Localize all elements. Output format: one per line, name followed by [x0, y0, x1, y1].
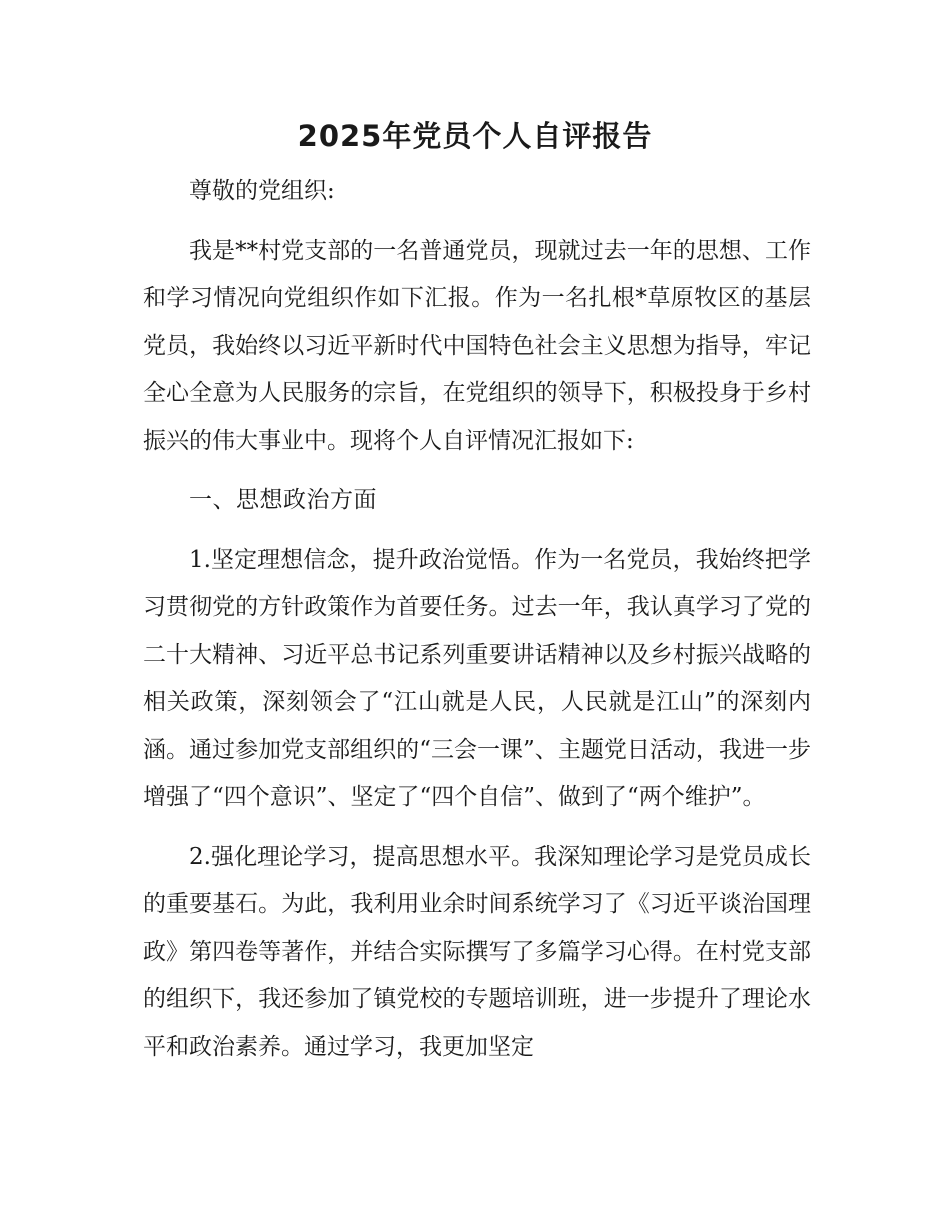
- paragraph-point-1: 1.坚定理想信念，提升政治觉悟。作为一名党员，我始终把学习贯彻党的方针政策作为首要任务。过去一年，我认真学习了党的二十大精神、习近平总书记系列重要讲话精神以及乡村振兴战略的相关政策，深刻领会了“江山就是人民，人民就是江山”的深刻内涵。通过参加党支部组织的“三会一课”、主题党日活动，我进一步增强了“四个意识”、坚定了“四个自信”、做到了“两个维护”。: [143, 546, 811, 810]
- document-title: 2025年党员个人自评报告: [297, 119, 653, 153]
- paragraph-point-2: 2.强化理论学习，提高思想水平。我深知理论学习是党员成长的重要基石。为此，我利用业余时间系统学习了《习近平谈治国理政》第四卷等著作，并结合实际撰写了多篇学习心得。在村党支部的组织下，我还参加了镇党校的专题培训班，进一步提升了理论水平和政治素养。通过学习，我更加坚定: [143, 843, 811, 1060]
- salutation: 尊敬的党组织:: [189, 178, 335, 204]
- document-body: [143, 168, 811, 1083]
- paragraph-intro: 我是**村党支部的一名普通党员，现就过去一年的思想、工作和学习情况向党组织作如下汇报。作为一名扎根*草原牧区的基层党员，我始终以习近平新时代中国特色社会主义思想为指导，牢记全心全意为人民服务的宗旨，在党组织的领导下，积极投身于乡村振兴的伟大事业中。现将个人自评情况汇报如下:: [143, 237, 811, 454]
- section-heading: 一、思想政治方面: [189, 487, 377, 513]
